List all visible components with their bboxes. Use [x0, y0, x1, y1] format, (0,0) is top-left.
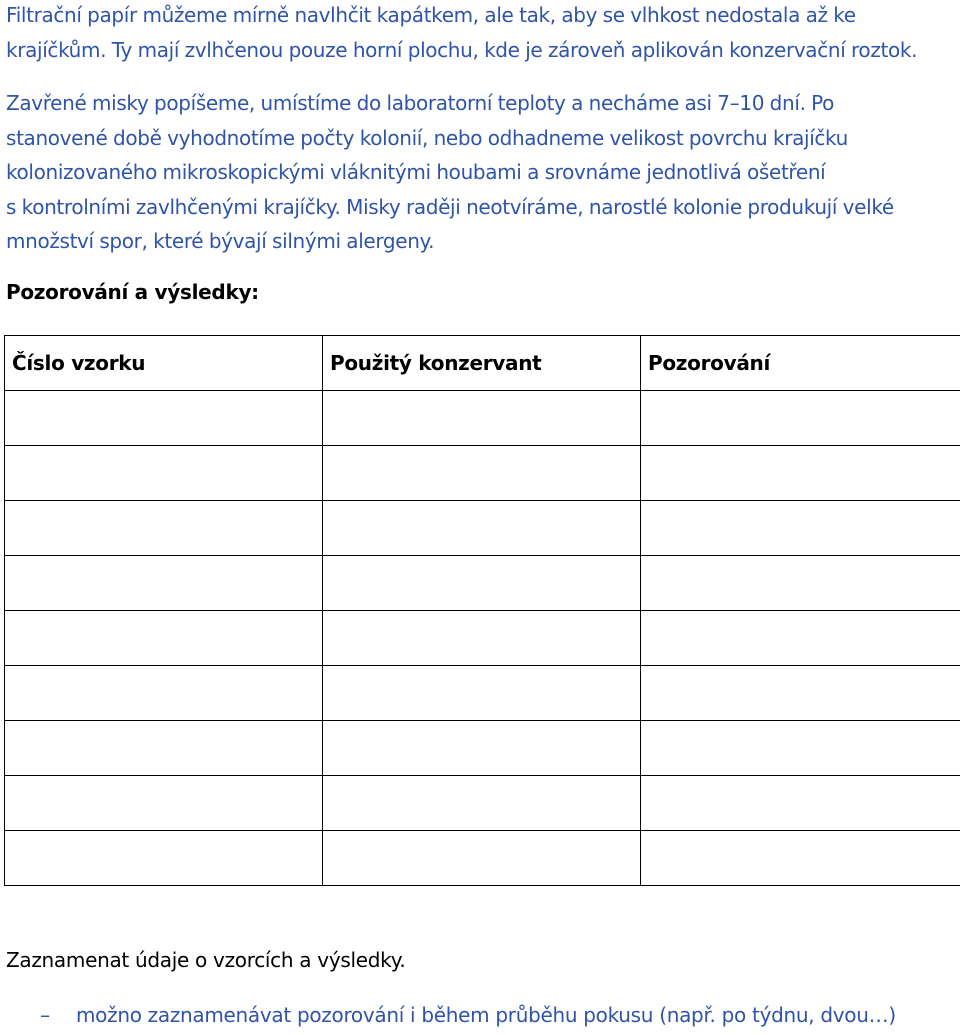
table-cell[interactable] [323, 721, 641, 776]
table-cell[interactable] [323, 776, 641, 831]
table-cell[interactable] [5, 556, 323, 611]
results-table [4, 335, 960, 886]
table-cell[interactable] [641, 611, 960, 666]
table-row [5, 556, 960, 611]
header-observation: Pozorování [641, 336, 960, 391]
bullet-text: možno zaznamenávat pozorování i během průběhu pokusu (např. po týdnu, dvou…) [76, 1003, 896, 1027]
table-body [5, 391, 960, 886]
table-cell[interactable] [323, 446, 641, 501]
paragraph-line: Zavřené misky popíšeme, umístíme do laboratorní teploty a necháme asi 7–10 dní. Po [6, 91, 835, 115]
table-cell[interactable] [323, 666, 641, 721]
table-cell[interactable] [323, 831, 641, 886]
table-cell[interactable] [5, 666, 323, 721]
table-cell[interactable] [641, 721, 960, 776]
dash-bullet: – [40, 1003, 50, 1027]
paragraph-line: stanovené době vyhodnotíme počty kolonií, nebo odhadneme velikost povrchu krajíčku [6, 125, 848, 150]
table-cell[interactable] [5, 446, 323, 501]
table-cell[interactable] [323, 611, 641, 666]
table-row [5, 611, 960, 666]
table-cell[interactable] [323, 556, 641, 611]
table-row [5, 831, 960, 886]
table-row [5, 776, 960, 831]
table-row [5, 446, 960, 501]
table-cell[interactable] [5, 721, 323, 776]
table-cell[interactable] [5, 611, 323, 666]
section-heading: Pozorování a výsledky: [6, 280, 259, 304]
table-cell[interactable] [323, 501, 641, 556]
bullet-item [40, 1003, 896, 1027]
table-row [5, 721, 960, 776]
procedure-paragraph [6, 86, 956, 259]
table-row [5, 391, 960, 446]
table-header-row [5, 336, 960, 391]
header-sample-number: Číslo vzorku [5, 336, 323, 391]
paragraph-line: Filtrační papír můžeme mírně navlhčit kapátkem, ale tak, aby se vlhkost nedostala až ke [6, 3, 856, 27]
table-cell[interactable] [641, 666, 960, 721]
table-cell[interactable] [5, 831, 323, 886]
table-cell[interactable] [5, 501, 323, 556]
table-row [5, 501, 960, 556]
intro-paragraph [6, 0, 956, 67]
table-cell[interactable] [641, 776, 960, 831]
paragraph-line: krajíčkům. Ty mají zvlhčenou pouze horní plochu, kde je zároveň aplikován konzervační roztok. [6, 37, 918, 62]
paragraph-line: množství spor, které bývají silnými alergeny. [6, 229, 435, 253]
paragraph-line: kolonizovaného mikroskopickými vláknitými houbami a srovnáme jednotlivá ošetření [6, 160, 826, 184]
table-cell[interactable] [641, 446, 960, 501]
table-cell[interactable] [641, 501, 960, 556]
table-cell[interactable] [641, 391, 960, 446]
header-preservative: Použitý konzervant [323, 336, 641, 391]
record-note: Zaznamenat údaje o vzorcích a výsledky. [6, 948, 406, 972]
table-cell[interactable] [641, 556, 960, 611]
table-row [5, 666, 960, 721]
table-cell[interactable] [641, 831, 960, 886]
table-cell[interactable] [5, 391, 323, 446]
paragraph-line: s kontrolními zavlhčenými krajíčky. Misky raději neotvíráme, narostlé kolonie produkují velké [6, 194, 894, 219]
table-cell[interactable] [5, 776, 323, 831]
table-cell[interactable] [323, 391, 641, 446]
